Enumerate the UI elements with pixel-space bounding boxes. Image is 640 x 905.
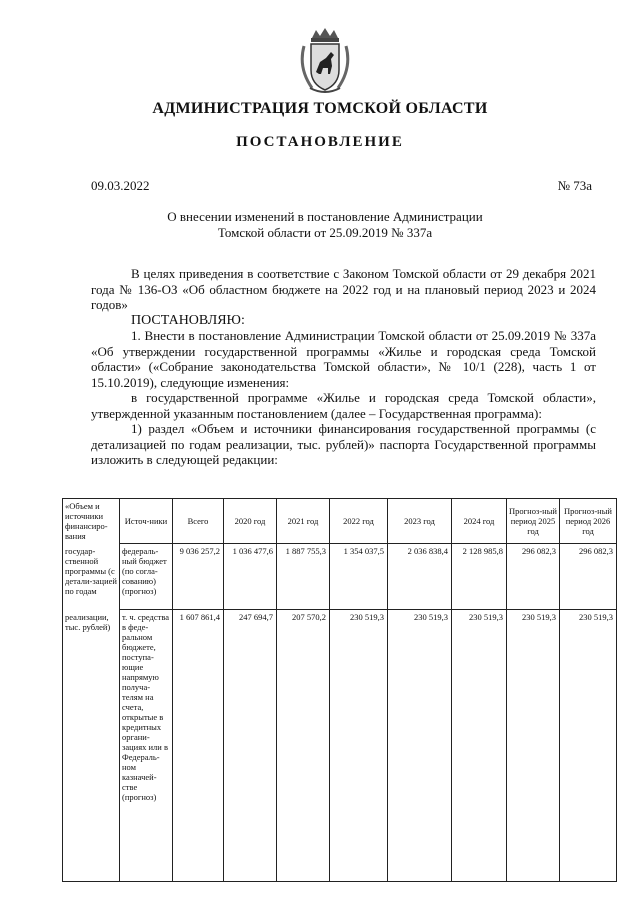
source-cell: т. ч. средства в феде-ральном бюджете, поступа-ющие напрямую получа-телям на счета, открытые в кредитных органи-зациях или в Федераль-ном казначей-стве (прогноз) bbox=[120, 610, 173, 882]
value-cell: 230 519,3 bbox=[452, 610, 507, 882]
value-cell: 1 887 755,3 bbox=[277, 544, 330, 610]
value-cell: 1 036 477,6 bbox=[224, 544, 277, 610]
document-date: 09.03.2022 bbox=[91, 178, 150, 193]
header-cell: Источ-ники bbox=[120, 499, 173, 544]
document-type: ПОСТАНОВЛЕНИЕ bbox=[236, 134, 404, 150]
value-cell: 230 519,3 bbox=[507, 610, 560, 882]
value-cell: 296 082,3 bbox=[560, 544, 617, 610]
header-cell: 2020 год bbox=[224, 499, 277, 544]
value-cell: 247 694,7 bbox=[224, 610, 277, 882]
row-label-cell: «Объем и источники финансиро-вания bbox=[63, 499, 120, 544]
value-cell: 230 519,3 bbox=[560, 610, 617, 882]
header-cell: 2021 год bbox=[277, 499, 330, 544]
value-cell: 1 607 861,4 bbox=[173, 610, 224, 882]
resolve-heading: ПОСТАНОВЛЯЮ: bbox=[131, 312, 245, 328]
value-cell: 230 519,3 bbox=[330, 610, 388, 882]
header-cell: Прогноз-ный период 2026 год bbox=[560, 499, 617, 544]
header-cell: 2024 год bbox=[452, 499, 507, 544]
header-cell: Прогноз-ный период 2025 год bbox=[507, 499, 560, 544]
organization-title: АДМИНИСТРАЦИЯ ТОМСКОЙ ОБЛАСТИ bbox=[152, 100, 488, 117]
value-cell: 230 519,3 bbox=[388, 610, 452, 882]
document-number: № 73а bbox=[557, 178, 592, 193]
table-row bbox=[63, 610, 617, 882]
value-cell: 9 036 257,2 bbox=[173, 544, 224, 610]
document-subject bbox=[150, 209, 500, 241]
tomsk-coat-of-arms-icon bbox=[298, 28, 352, 96]
header-cell: 2023 год bbox=[388, 499, 452, 544]
financing-table bbox=[62, 498, 617, 882]
value-cell: 296 082,3 bbox=[507, 544, 560, 610]
header-cell: Всего bbox=[173, 499, 224, 544]
value-cell: 2 128 985,8 bbox=[452, 544, 507, 610]
source-cell: федераль-ный бюджет (по согла-сованию) (прогноз) bbox=[120, 544, 173, 610]
item-1-subitem-1-paragraph: 1) раздел «Объем и источники финансирования государственной программы (с детализацией по годам реализации, тыс. рублей)» паспорта Государственной программы изложить в следующей редакции: bbox=[91, 421, 596, 467]
value-cell: 1 354 037,5 bbox=[330, 544, 388, 610]
row-label-cell: государ-ственной программы (с детали-зацией по годам bbox=[63, 544, 120, 610]
row-label-cell: реализации, тыс. рублей) bbox=[63, 610, 120, 882]
item-1-sub-paragraph: в государственной программе «Жилье и городская среда Томской области», утвержденной указанным постановлением (далее – Государственная программа): bbox=[91, 390, 596, 421]
item-1-paragraph: 1. Внести в постановление Администрации Томской области от 25.09.2019 № 337а «Об утверждении государственной программы «Жилье и городская среда Томской области» («Собрание законодательства Томской области», № 10/1 (228), часть 1 от 15.10.2019), следующие изменения: bbox=[91, 328, 596, 390]
subject-line-1: О внесении изменений в постановление Администрации bbox=[167, 209, 483, 224]
value-cell: 207 570,2 bbox=[277, 610, 330, 882]
table-row bbox=[63, 544, 617, 610]
subject-line-2: Томской области от 25.09.2019 № 337а bbox=[217, 225, 433, 240]
header-cell: 2022 год bbox=[330, 499, 388, 544]
table-header-row bbox=[63, 499, 617, 544]
preamble-paragraph: В целях приведения в соответствие с Законом Томской области от 29 декабря 2021 года № 136-ОЗ «Об областном бюджете на 2022 год и на плановый период 2023 и 2024 годов» bbox=[91, 266, 596, 312]
document-body bbox=[91, 266, 596, 468]
value-cell: 2 036 838,4 bbox=[388, 544, 452, 610]
